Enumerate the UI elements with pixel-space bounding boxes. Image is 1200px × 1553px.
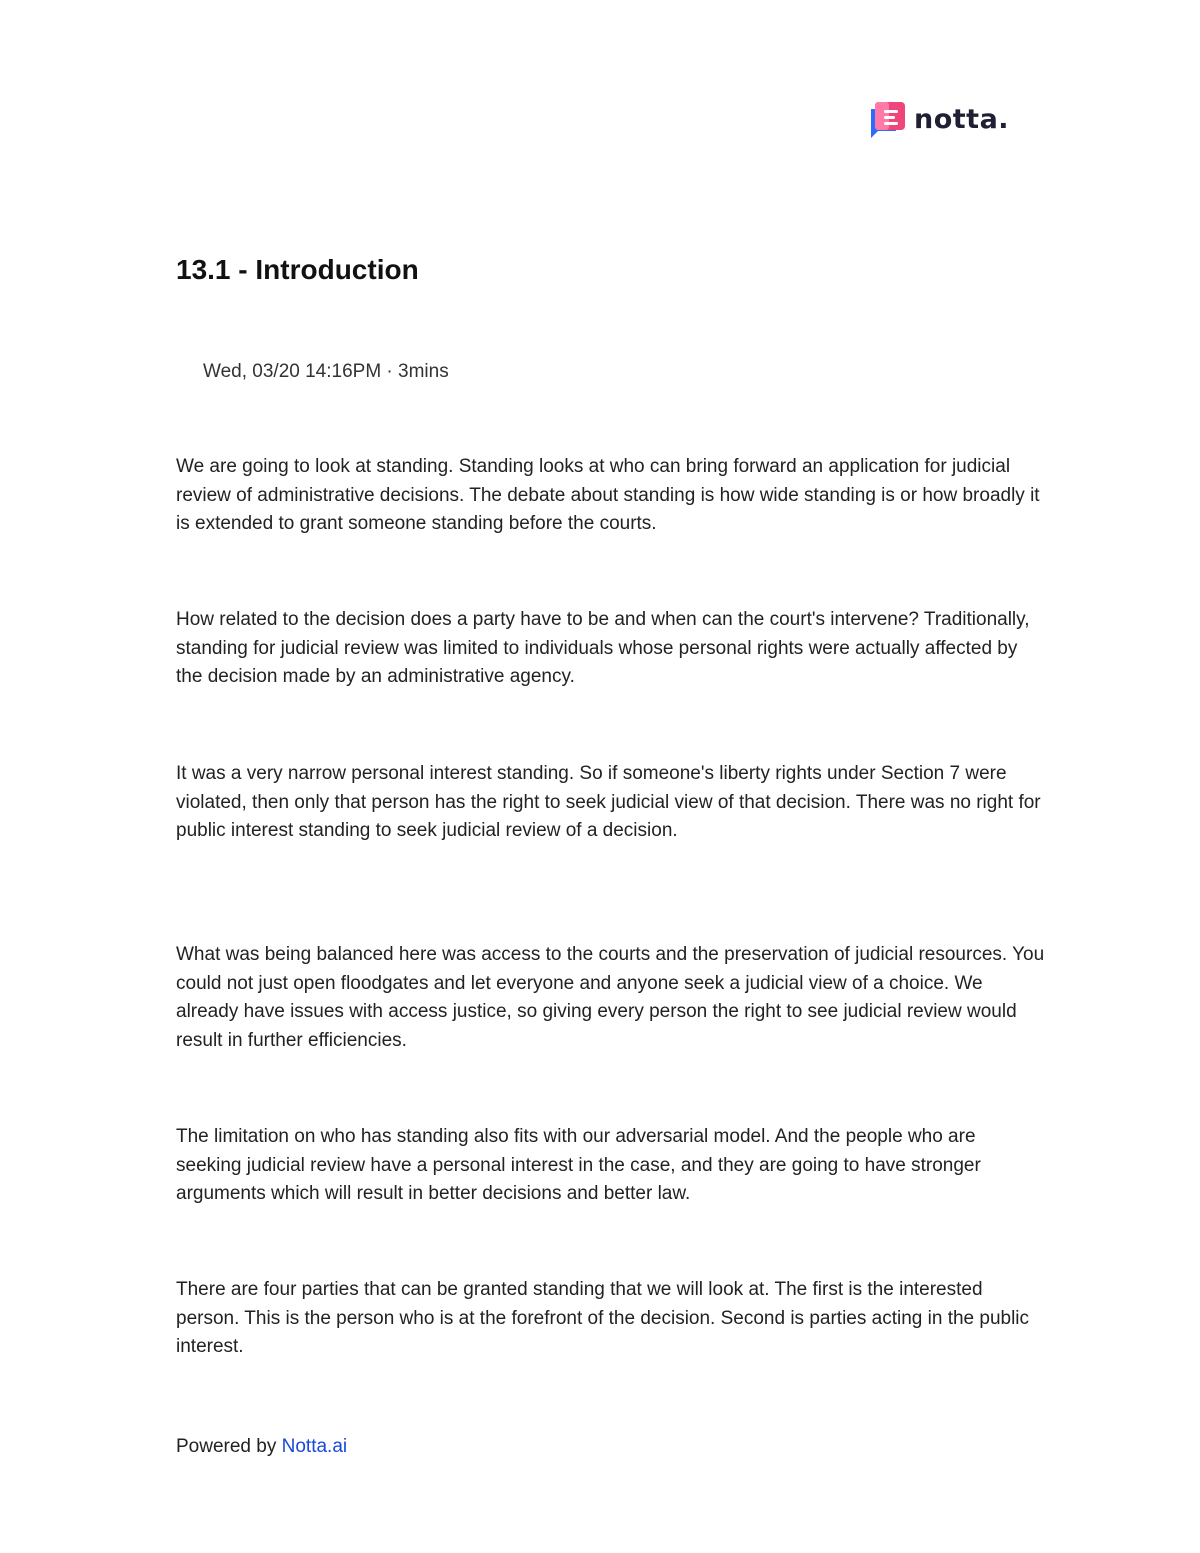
- powered-by-footer: [176, 1433, 347, 1461]
- notta-logo: [868, 100, 1009, 140]
- notta-link[interactable]: Notta.ai: [281, 1436, 348, 1457]
- notta-logo-icon: [868, 100, 908, 140]
- transcript-paragraph: How related to the decision does a party have to be and when can the court's intervene? Traditionally, standing for judicial review was limited to individuals whose personal rights were actually affected by the decision made by an administrative agency.: [176, 609, 1030, 688]
- transcript-paragraph: It was a very narrow personal interest standing. So if someone's liberty rights under Section 7 were violated, then only that person has the right to seek judicial view of that decision. There was no right for public interest standing to seek judicial review of a decision.: [176, 763, 1041, 842]
- transcript-paragraph: The limitation on who has standing also fits with our adversarial model. And the people who are seeking judicial review have a personal interest in the case, and they are going to have stronger arguments which will result in better decisions and better law.: [176, 1126, 981, 1205]
- page-title: 13.1 - Introduction: [176, 254, 419, 285]
- recording-meta: Wed, 03/20 14:16PM · 3mins: [203, 361, 449, 382]
- transcript-paragraph: What was being balanced here was access to the courts and the preservation of judicial resources. You could not just open floodgates and let everyone and anyone seek a judicial view of a choice. We already have issues with access justice, so giving every person the right to see judicial review would result in further efficiencies.: [176, 944, 1045, 1051]
- transcript-paragraph: We are going to look at standing. Standing looks at who can bring forward an application for judicial review of administrative decisions. The debate about standing is how wide standing is or how broadly it is extended to grant someone standing before the courts.: [176, 456, 1040, 535]
- powered-by-label: Powered by: [176, 1436, 277, 1457]
- transcript-paragraph: There are four parties that can be granted standing that we will look at. The first is the interested person. This is the person who is at the forefront of the decision. Second is parties acting in the public interest.: [176, 1279, 1030, 1358]
- logo-wordmark: notta.: [914, 104, 1010, 135]
